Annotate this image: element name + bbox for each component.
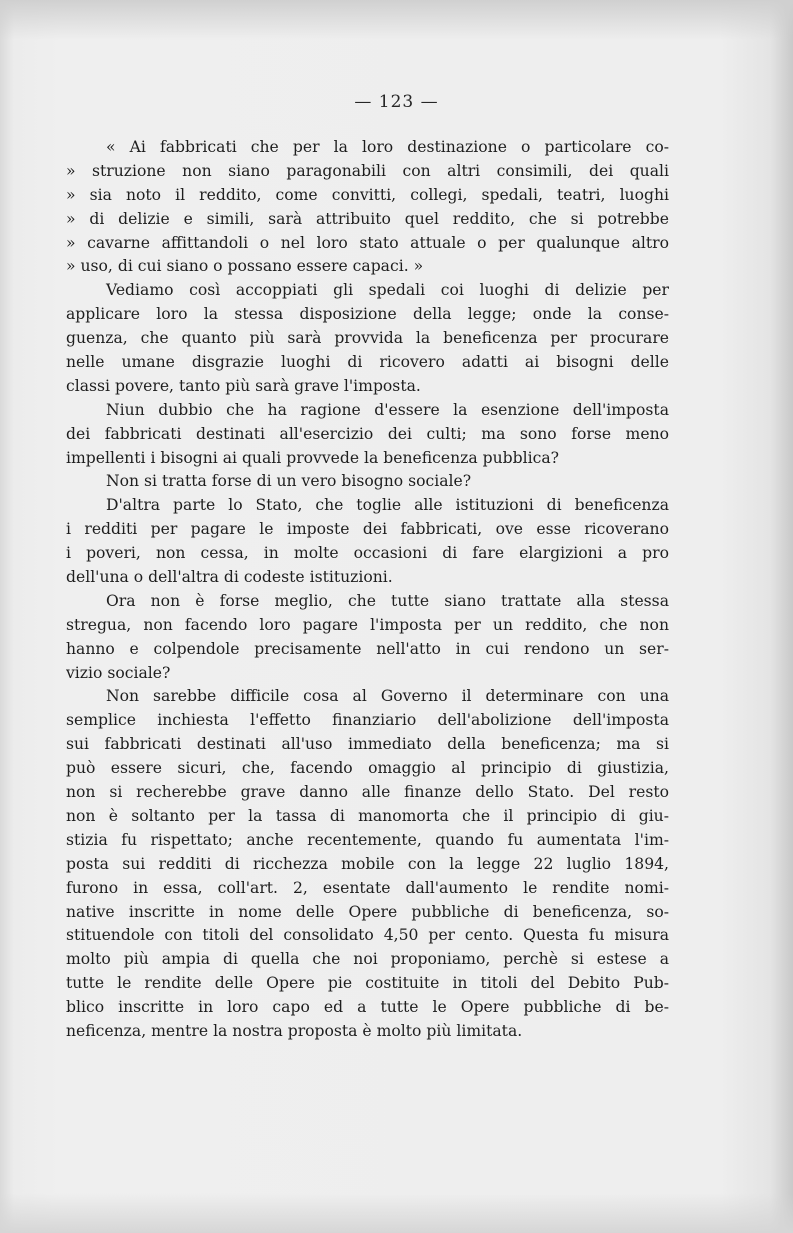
text-line: » di delizie e simili, sarà attribuito quel reddito, che si potrebbe	[66, 209, 669, 228]
text-line: » sia noto il reddito, come convitti, collegi, spedali, teatri, luoghi	[66, 185, 669, 204]
text-line: applicare loro la stessa disposizione della legge; onde la conse-	[66, 305, 669, 324]
text-line: vizio sociale?	[66, 663, 171, 682]
text-line: Non si tratta forse di un vero bisogno sociale?	[106, 472, 472, 491]
text-line: » struzione non siano paragonabili con altri consimili, dei quali	[66, 161, 669, 180]
text-line: classi povere, tanto più sarà grave l'imposta.	[66, 376, 421, 395]
text-line: Niun dubbio che ha ragione d'essere la esenzione dell'imposta	[106, 400, 669, 419]
text-line: posta sui redditi di ricchezza mobile con la legge 22 luglio 1894,	[66, 854, 669, 873]
text-line: guenza, che quanto più sarà provvida la beneficenza per procurare	[66, 329, 669, 348]
text-line: stituendole con titoli del consolidato 4,50 per cento. Questa fu misura	[66, 926, 669, 945]
text-line: Ora non è forse meglio, che tutte siano trattate alla stessa	[106, 591, 669, 610]
text-line: « Ai fabbricati che per la loro destinazione o particolare co-	[106, 138, 669, 156]
page-number: — 123 —	[354, 92, 439, 112]
text-line: » uso, di cui siano o possano essere capaci. »	[66, 257, 424, 276]
text-line: stizia fu rispettato; anche recentemente, quando fu aumentata l'im-	[66, 830, 669, 849]
text-line: dei fabbricati destinati all'esercizio dei culti; ma sono forse meno	[66, 424, 669, 443]
text-line: furono in essa, coll'art. 2, esentate dall'aumento le rendite nomi-	[66, 878, 669, 897]
text-line: può essere sicuri, che, facendo omaggio al principio di giustizia,	[66, 759, 669, 778]
text-line: native inscritte in nome delle Opere pubbliche di beneficenza, so-	[66, 902, 669, 921]
body-text	[66, 136, 669, 1044]
text-line: semplice inchiesta l'effetto finanziario dell'abolizione dell'imposta	[66, 711, 669, 730]
text-line: impellenti i bisogni ai quali provvede la beneficenza pubblica?	[66, 448, 560, 467]
text-line: i poveri, non cessa, in molte occasioni di fare elargizioni a pro	[66, 544, 669, 563]
text-line: stregua, non facendo loro pagare l'imposta per un reddito, che non	[66, 615, 669, 634]
text-line: » cavarne affittandoli o nel loro stato attuale o per qualunque altro	[66, 233, 669, 252]
text-line: nelle umane disgrazie luoghi di ricovero adatti ai bisogni delle	[66, 353, 669, 372]
text-line: tutte le rendite delle Opere pie costituite in titoli del Debito Pub-	[66, 974, 669, 993]
text-line: i redditi per pagare le imposte dei fabbricati, ove esse ricoverano	[66, 520, 669, 539]
text-line: neficenza, mentre la nostra proposta è molto più limitata.	[66, 1021, 523, 1040]
text-line: D'altra parte lo Stato, che toglie alle istituzioni di beneficenza	[106, 496, 669, 515]
text-line: blico inscritte in loro capo ed a tutte le Opere pubbliche di be-	[66, 998, 669, 1017]
text-line: molto più ampia di quella che noi proponiamo, perchè si estese a	[66, 950, 669, 969]
text-line: Non sarebbe difficile cosa al Governo il determinare con una	[106, 687, 669, 706]
text-line: non si recherebbe grave danno alle finanze dello Stato. Del resto	[66, 783, 669, 802]
text-line: sui fabbricati destinati all'uso immediato della beneficenza; ma si	[66, 735, 669, 754]
text-line: hanno e colpendole precisamente nell'atto in cui rendono un ser-	[66, 639, 669, 658]
text-line: non è soltanto per la tassa di manomorta che il principio di giu-	[66, 806, 669, 825]
text-line: dell'una o dell'altra di codeste istituzioni.	[66, 568, 393, 587]
text-line: Vediamo così accoppiati gli spedali coi luoghi di delizie per	[106, 281, 669, 300]
